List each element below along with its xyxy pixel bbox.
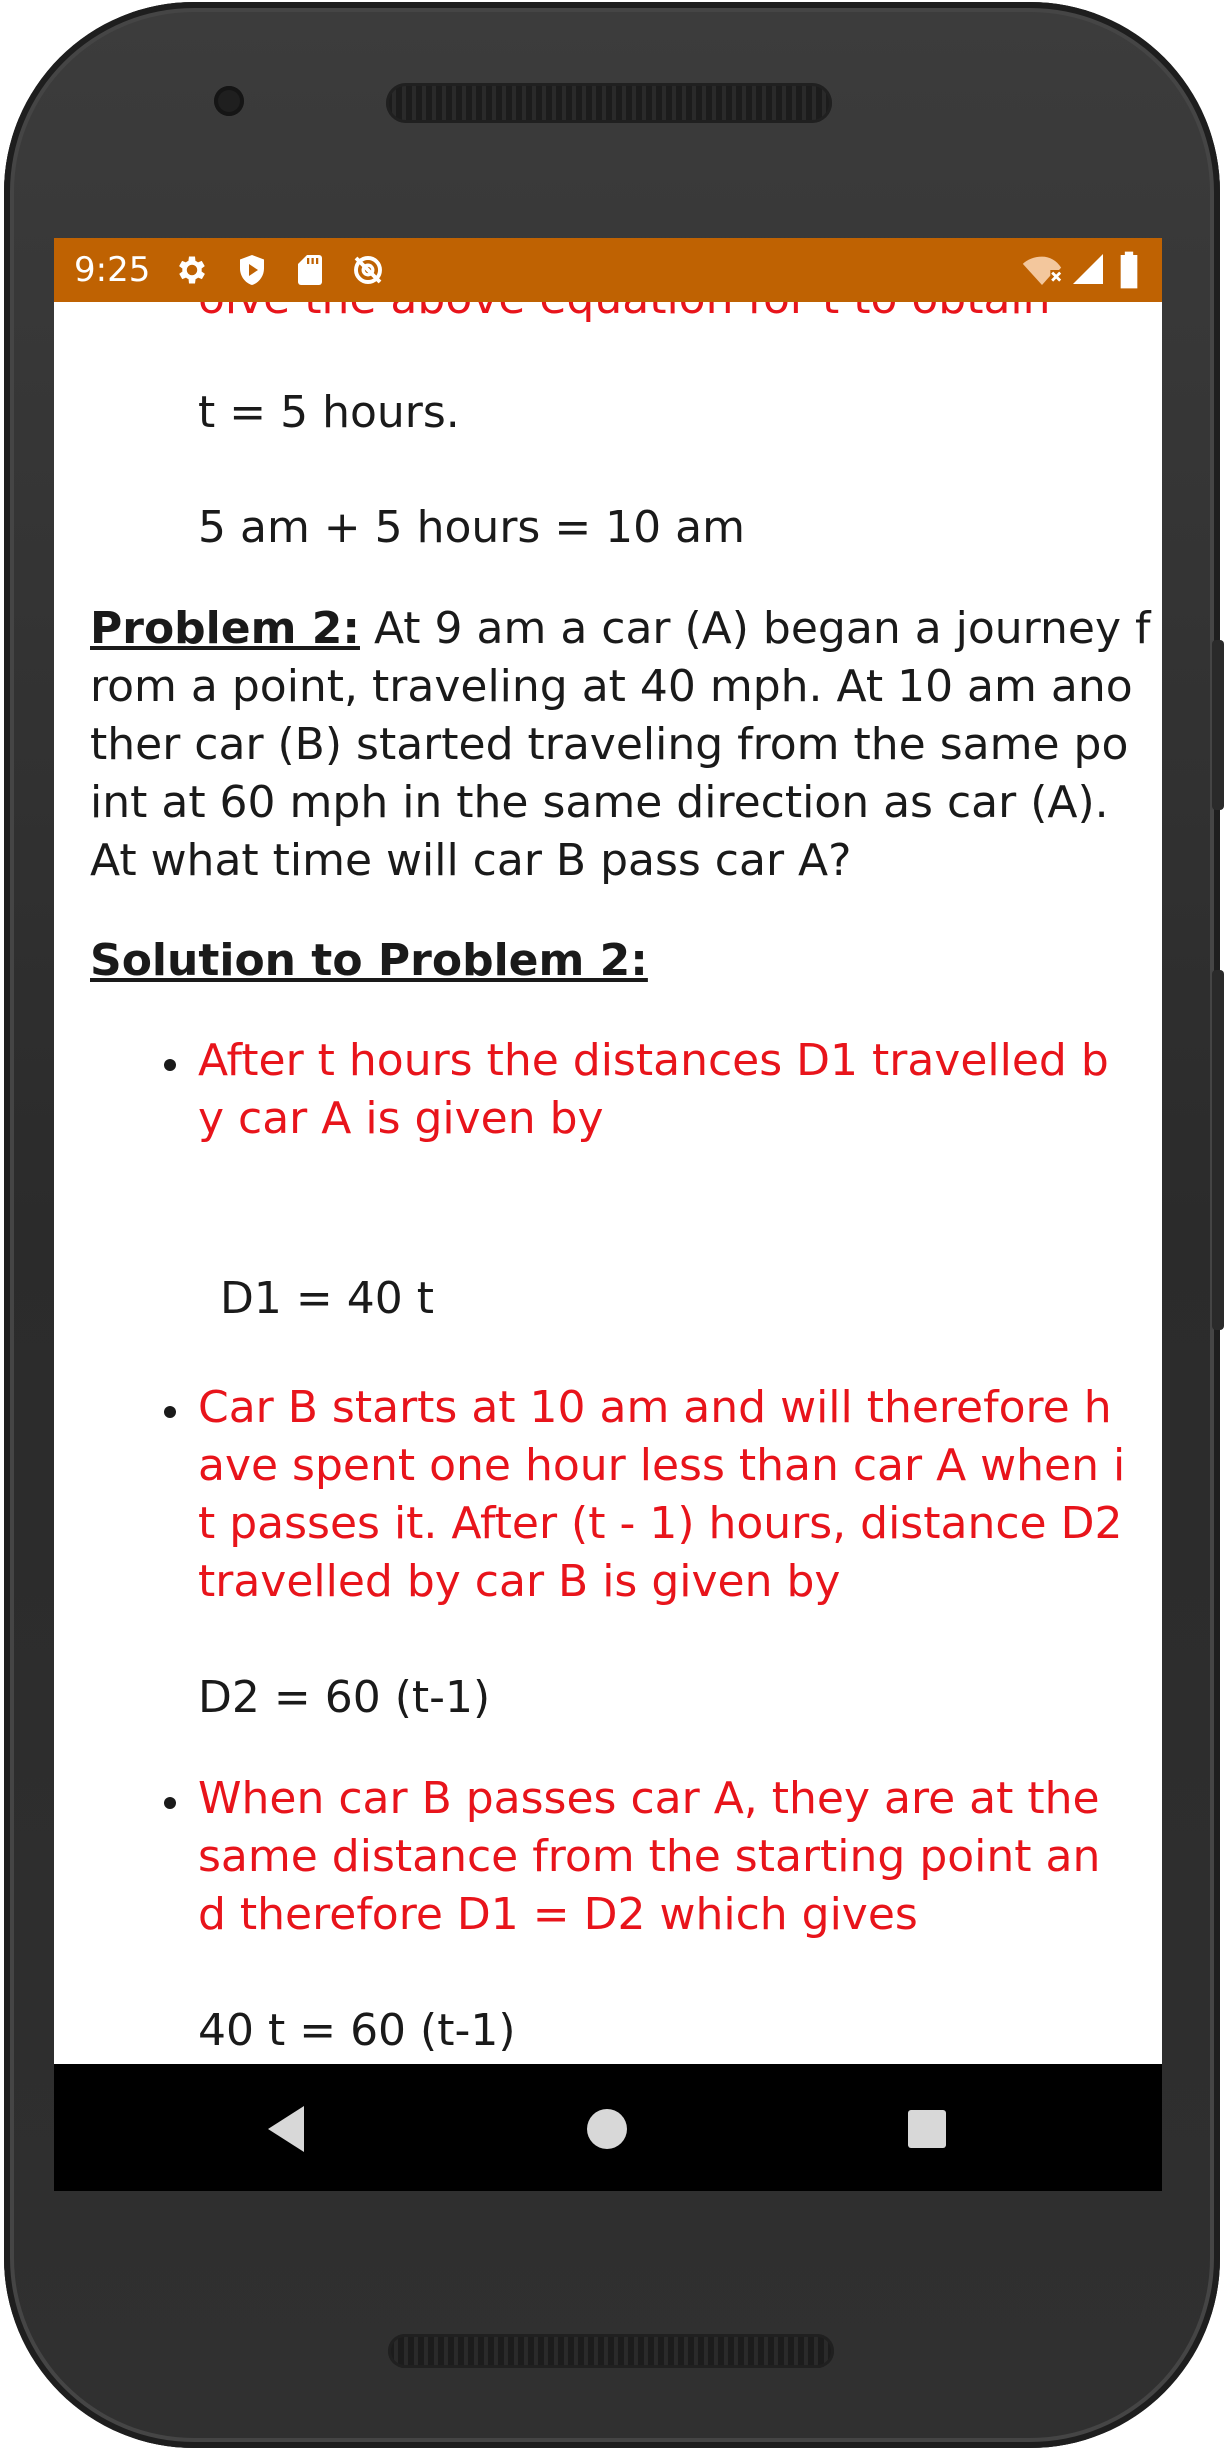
navigation-bar — [54, 2064, 1162, 2191]
earpiece-speaker — [386, 83, 832, 123]
sync-off-icon — [350, 252, 386, 288]
problem-2-line-4: int at 60 mph in the same direction as car (A). — [90, 777, 1109, 828]
front-camera — [214, 86, 244, 116]
signal-icon — [1070, 250, 1106, 288]
problem-2-label: Problem 2: — [90, 603, 360, 654]
bullet-2-line-4: travelled by car B is given by — [198, 1556, 841, 1607]
time-result-equation: 5 am + 5 hours = 10 am — [198, 502, 745, 553]
bullet-3-line-1: When car B passes car A, they are at the — [198, 1773, 1100, 1824]
bullet-1-line-1: After t hours the distances D1 travelled b — [198, 1035, 1109, 1086]
t-result-equation: t = 5 hours. — [198, 387, 460, 438]
page-content — [54, 302, 1162, 2127]
bullet-3-line-3: d therefore D1 = D2 which gives — [198, 1889, 918, 1940]
problem-2-line-2: rom a point, traveling at 40 mph. At 10 am ano — [90, 661, 1133, 712]
power-button[interactable] — [1212, 640, 1224, 810]
bullet-2-line-1: Car B starts at 10 am and will therefore h — [198, 1382, 1112, 1433]
wifi-off-icon — [1020, 250, 1064, 290]
problem-2-line-1: At 9 am a car (A) began a journey f — [359, 603, 1151, 654]
bullet-3 — [164, 1797, 176, 1809]
equation-d2: D2 = 60 (t-1) — [198, 1672, 491, 1723]
problem-2-line-5: At what time will car B pass car A? — [90, 835, 852, 886]
volume-button[interactable] — [1212, 970, 1224, 1330]
home-icon[interactable] — [584, 2106, 630, 2152]
status-time: 9:25 — [74, 250, 151, 290]
bullet-1-line-2: y car A is given by — [198, 1093, 604, 1144]
bullet-2-line-2: ave spent one hour less than car A when i — [198, 1440, 1126, 1491]
battery-icon — [1116, 250, 1142, 290]
bullet-2-line-3: t passes it. After (t - 1) hours, distance D2 — [198, 1498, 1123, 1549]
solution-heading: Solution to Problem 2: — [90, 935, 648, 986]
problem-2-line-3: ther car (B) started traveling from the same po — [90, 719, 1129, 770]
back-icon[interactable] — [264, 2104, 310, 2154]
status-bar — [54, 238, 1162, 302]
equation-final: 40 t = 60 (t-1) — [198, 2005, 516, 2056]
problem-2-text — [90, 600, 1150, 658]
recents-icon[interactable] — [906, 2108, 948, 2150]
bullet-3-line-2: same distance from the starting point an — [198, 1831, 1101, 1882]
bullet-2 — [164, 1406, 176, 1418]
equation-d1: D1 = 40 t — [220, 1273, 434, 1324]
sd-card-icon — [292, 252, 328, 288]
bottom-speaker — [388, 2334, 834, 2368]
bullet-1 — [164, 1059, 176, 1071]
settings-icon — [174, 252, 210, 288]
screen — [54, 238, 1162, 2191]
shield-play-icon — [234, 252, 270, 288]
